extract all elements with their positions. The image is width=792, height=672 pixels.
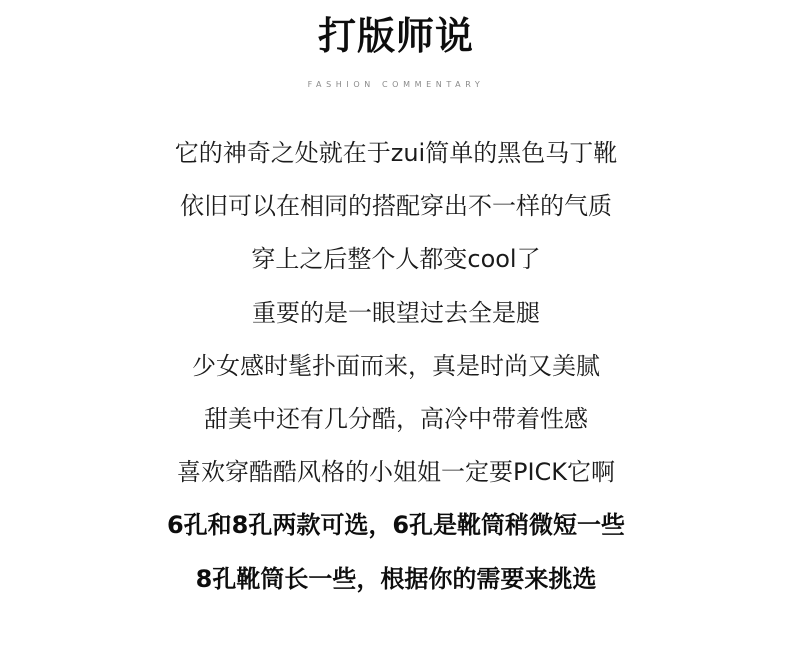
commentary-text xyxy=(0,133,792,612)
commentary-line: 甜美中还有几分酷，高冷中带着性感 xyxy=(204,404,588,433)
page-title: 打版师说 xyxy=(317,14,474,58)
commentary-line-emphasis: 6孔和8孔两款可选，6孔是靴筒稍微短一些 xyxy=(166,511,626,540)
commentary-line: 穿上之后整个人都变cool了 xyxy=(251,245,541,274)
commentary-line: 喜欢穿酷酷风格的小姐姐一定要PICK它啊 xyxy=(176,458,616,487)
commentary-line: 少女感时髦扑面而来，真是时尚又美腻 xyxy=(192,351,600,380)
commentary-line-emphasis: 8孔靴筒长一些，根据你的需要来挑选 xyxy=(195,564,597,593)
commentary-line: 它的神奇之处就在于zui简单的黑色马丁靴 xyxy=(174,139,618,167)
page-subtitle: FASHION COMMENTARY xyxy=(307,80,485,89)
commentary-line: 依旧可以在相同的搭配穿出不一样的气质 xyxy=(180,192,612,221)
commentary-line: 重要的是一眼望过去全是腿 xyxy=(252,298,540,327)
